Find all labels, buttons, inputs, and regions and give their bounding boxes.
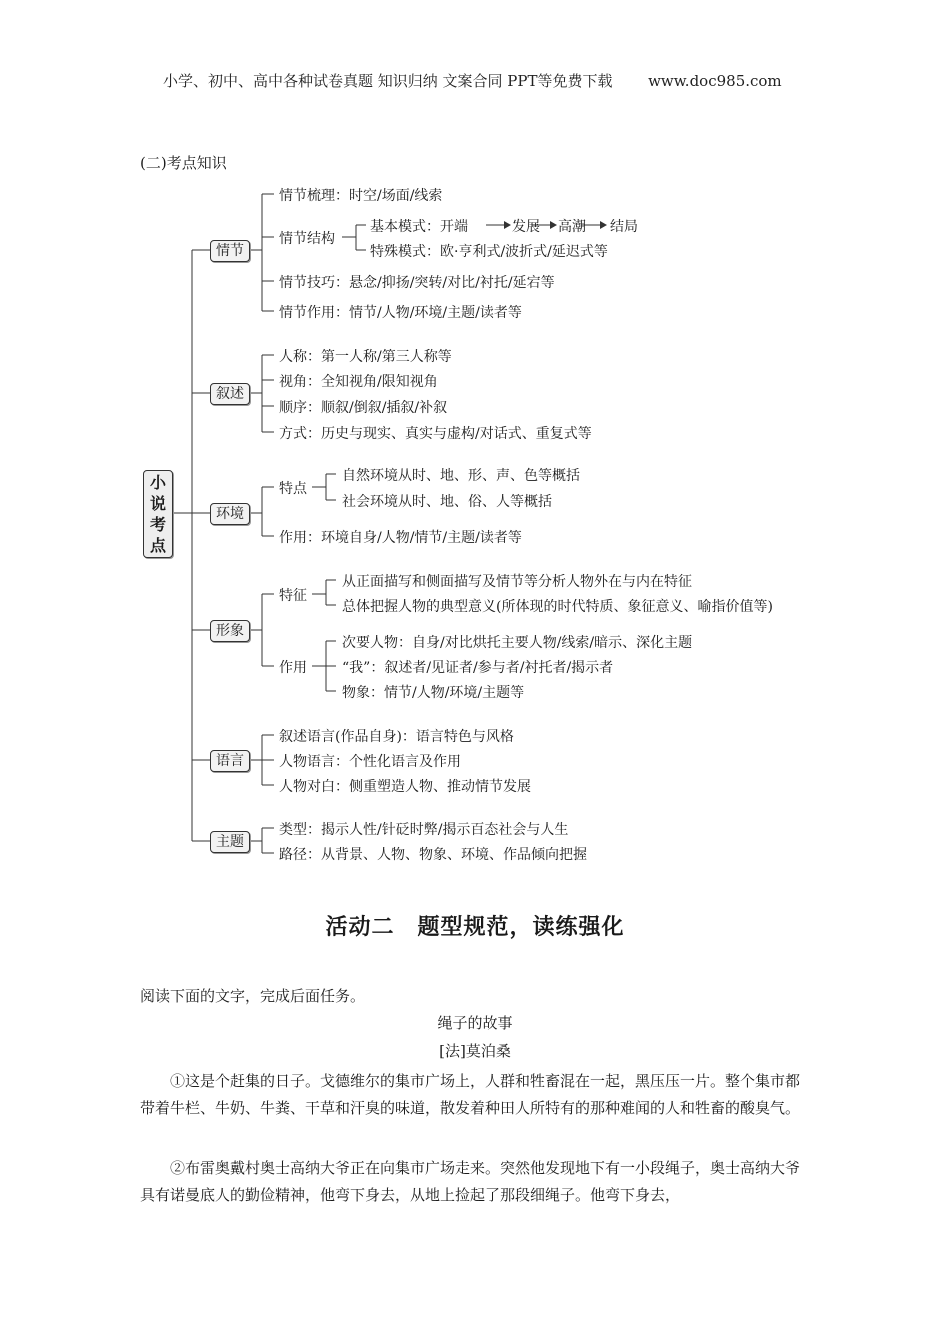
leaf-sub-item: 次要人物：自身/对比烘托主要人物/线索/暗示、深化主题 bbox=[342, 635, 693, 651]
leaf-sub-item: 特殊模式：欧·亨利式/波折式/延迟式等 bbox=[370, 244, 608, 260]
leaf-sub-item: 物象：情节/人物/环境/主题等 bbox=[342, 685, 525, 701]
leaf-item: 叙述语言(作品自身)：语言特色与风格 bbox=[279, 729, 514, 745]
branch-huanjing: 环境 bbox=[210, 503, 250, 525]
leaf-item: 视角：全知视角/限知视角 bbox=[279, 374, 438, 390]
leaf-sub-item: “我”：叙述者/见证者/参与者/衬托者/揭示者 bbox=[342, 660, 614, 676]
leaf-sub-item: 总体把握人物的典型意义(所体现的时代特质、象征意义、喻指价值等) bbox=[342, 599, 773, 615]
leaf-item: 类型：揭示人性/针砭时弊/揭示百态社会与人生 bbox=[279, 822, 569, 838]
leaf-item: 特点 bbox=[279, 481, 307, 497]
leaf-item: 情节结构 bbox=[279, 231, 335, 247]
leaf-sub-item: 从正面描写和侧面描写及情节等分析人物外在与内在特征 bbox=[342, 574, 692, 590]
leaf-item: 人物语言：个性化语言及作用 bbox=[279, 754, 461, 770]
branch-yuyan: 语言 bbox=[210, 750, 250, 772]
branch-qingjie: 情节 bbox=[210, 240, 250, 262]
leaf-item: 方式：历史与现实、真实与虚构/对话式、重复式等 bbox=[279, 426, 592, 442]
section-heading: (二)考点知识 bbox=[140, 154, 227, 172]
leaf-item: 路径：从背景、人物、物象、环境、作品倾向把握 bbox=[279, 847, 587, 863]
root-char: 说 bbox=[149, 494, 166, 513]
leaf-item: 人物对白：侧重塑造人物、推动情节发展 bbox=[279, 779, 531, 795]
leaf-item: 作用 bbox=[279, 660, 307, 676]
story-paragraph-2: ②布雷奥戴村奥士高纳大爷正在向集市广场走来。突然他发现地下有一小段绳子，奥士高纳大爷具有诺曼底人的勤俭精神，他弯下身去，从地上捡起了那段细绳子。他弯下身去， bbox=[140, 1159, 801, 1204]
root-char: 小 bbox=[149, 473, 166, 492]
leaf-item: 情节技巧：悬念/抑扬/突转/对比/衬托/延宕等 bbox=[279, 275, 555, 291]
leaf-item: 情节梳理：时空/场面/线索 bbox=[279, 188, 443, 204]
leaf-sub-item: 结局 bbox=[610, 219, 638, 235]
root-char: 点 bbox=[149, 536, 166, 555]
activity-title: 活动二 题型规范，读练强化 bbox=[325, 914, 625, 940]
branch-zhuti: 主题 bbox=[210, 831, 250, 853]
leaf-item: 作用：环境自身/人物/情节/主题/读者等 bbox=[279, 530, 522, 546]
leaf-sub-item: 高潮 bbox=[558, 219, 586, 235]
header-url: www.doc985.com bbox=[648, 72, 782, 90]
instruction-text: 阅读下面的文字，完成后面任务。 bbox=[140, 987, 366, 1005]
leaf-item: 特征 bbox=[279, 588, 307, 604]
leaf-sub-item: 基本模式：开端 bbox=[370, 219, 468, 235]
root-char: 考 bbox=[149, 515, 166, 534]
branch-xushu: 叙述 bbox=[210, 383, 250, 405]
leaf-item: 顺序：顺叙/倒叙/插叙/补叙 bbox=[279, 400, 448, 416]
story-title: 绳子的故事 bbox=[437, 1014, 513, 1032]
root-node bbox=[143, 470, 173, 558]
leaf-sub-item: 发展 bbox=[512, 219, 540, 235]
leaf-sub-item: 自然环境从时、地、形、声、色等概括 bbox=[342, 468, 580, 484]
branch-xingxiang: 形象 bbox=[210, 620, 250, 642]
story-paragraph-1: ①这是个赶集的日子。戈德维尔的集市广场上，人群和牲畜混在一起，黑压压一片。整个集市都带着牛栏、牛奶、牛粪、干草和汗臭的味道，散发着种田人所特有的那种难闻的人和牲畜的酸臭气。 bbox=[140, 1072, 801, 1117]
header-text: 小学、初中、高中各种试卷真题 知识归纳 文案合同 PPT等免费下载 bbox=[163, 72, 613, 90]
story-author: [法]莫泊桑 bbox=[439, 1042, 511, 1060]
leaf-item: 情节作用：情节/人物/环境/主题/读者等 bbox=[279, 305, 522, 321]
leaf-item: 人称：第一人称/第三人称等 bbox=[279, 349, 452, 365]
leaf-sub-item: 社会环境从时、地、俗、人等概括 bbox=[342, 494, 552, 510]
